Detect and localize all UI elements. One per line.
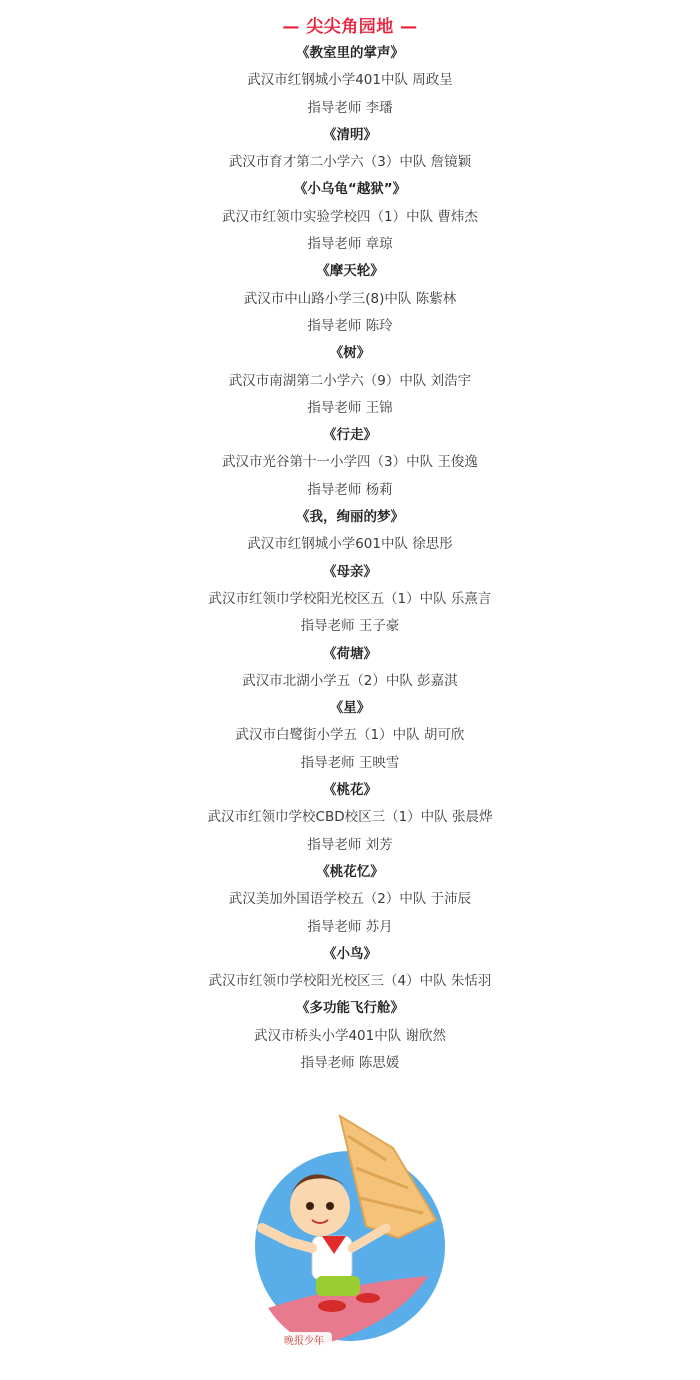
entry-school: 武汉市光谷第十一小学四（3）中队 王俊逸: [222, 454, 478, 471]
entry-teacher: 指导老师 李璠: [307, 99, 393, 116]
entry-teacher: 指导老师 王子豪: [300, 618, 400, 635]
entry-school: 武汉市育才第二小学六（3）中队 詹镜颖: [228, 154, 472, 171]
mascot-illustration: [248, 1108, 458, 1366]
entry-school: 武汉市红领巾学校阳光校区三（4）中队 朱恬羽: [208, 973, 492, 990]
entry-title: 《摩天轮》: [316, 263, 384, 280]
entry-school: 武汉市中山路小学三(8)中队 陈紫林: [243, 290, 457, 307]
entry-title: 《教室里的掌声》: [296, 45, 404, 61]
entry-teacher: 指导老师 杨莉: [307, 481, 393, 498]
entry-title: 《小乌龟“越狱”》: [293, 181, 407, 198]
entry-teacher: 指导老师 刘芳: [307, 836, 393, 853]
entry-teacher: 指导老师 王映雪: [300, 754, 400, 771]
entry-school: 武汉市南湖第二小学六（9）中队 刘浩宇: [228, 372, 472, 389]
entry-school: 武汉市红领巾学校阳光校区五（1）中队 乐熹言: [208, 590, 492, 607]
entry-title: 《多功能飞行舱》: [296, 1000, 404, 1017]
entry-title: 《桃花忆》: [316, 863, 384, 880]
entry-title: 《小鸟》: [323, 945, 377, 962]
entry-title: 《星》: [329, 700, 371, 717]
boy-head: [290, 1176, 350, 1236]
entry-school: 武汉市白鹭街小学五（1）中队 胡可欣: [235, 727, 465, 744]
entry-school: 武汉市红领巾学校CBD校区三（1）中队 张晨烨: [207, 809, 493, 826]
entry-title: 《我，绚丽的梦》: [296, 509, 404, 526]
entry-school: 武汉市北湖小学五（2）中队 彭嘉淇: [242, 672, 458, 689]
entry-school: 武汉市红钢城小学401中队 周政呈: [247, 72, 453, 89]
entry-teacher: 指导老师 章琼: [307, 236, 393, 253]
section-title: — 尖尖角园地 —: [282, 17, 418, 37]
entry-title: 《行走》: [323, 427, 377, 444]
caption-text: 晚报少年: [284, 1336, 324, 1347]
entry-school: 武汉美加外国语学校五（2）中队 于沛辰: [228, 891, 472, 908]
entry-school: 武汉市红领巾实验学校四（1）中队 曹炜杰: [222, 208, 478, 225]
entry-teacher: 指导老师 苏月: [307, 918, 393, 935]
entry-school: 武汉市红钢城小学601中队 徐思彤: [247, 536, 453, 553]
entry-teacher: 指导老师 陈思媛: [300, 1054, 400, 1071]
entry-school: 武汉市桥头小学401中队 谢欣然: [253, 1027, 447, 1044]
entry-title: 《清明》: [323, 126, 377, 143]
entry-teacher: 指导老师 陈玲: [307, 317, 393, 334]
entry-title: 《荷塘》: [323, 645, 377, 662]
entry-list: [0, 40, 700, 1077]
entry-title: 《桃花》: [323, 782, 377, 799]
entry-title: 《树》: [329, 345, 371, 362]
entry-title: 《母亲》: [323, 563, 377, 580]
entry-teacher: 指导老师 王锦: [307, 399, 393, 416]
